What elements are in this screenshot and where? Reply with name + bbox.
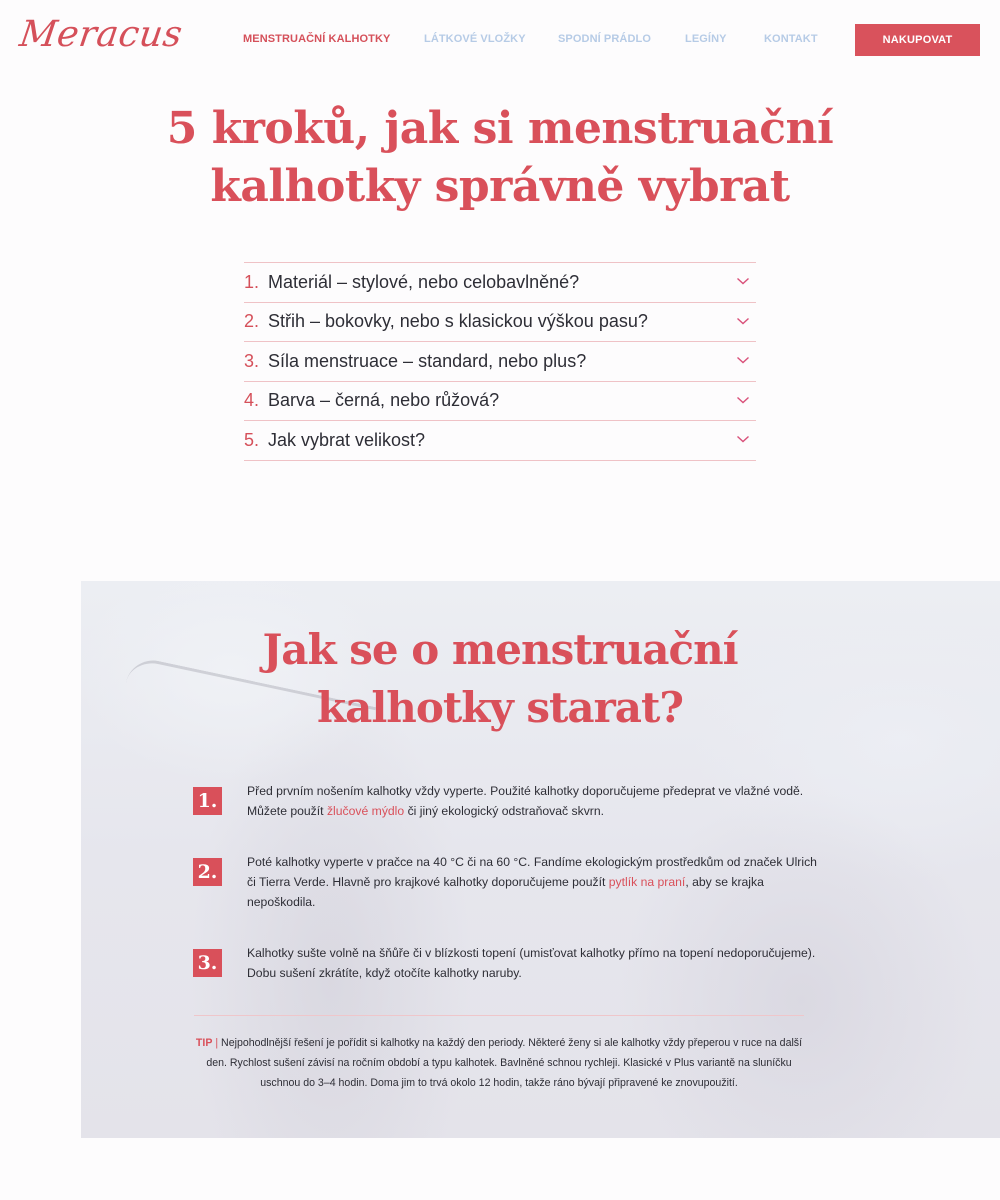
tip-label: TIP	[195, 1037, 213, 1049]
logo[interactable]: Meracus	[17, 14, 186, 55]
accordion-number: 5.	[244, 429, 260, 450]
accordion-number: 1.	[244, 271, 260, 292]
accordion-label: Materiál – stylové, nebo celobavlněné?	[268, 271, 580, 292]
accordion-number: 2.	[244, 311, 260, 332]
care-section	[81, 581, 1000, 1138]
nav-item-cloth-pads[interactable]: LÁTKOVÉ VLOŽKY	[424, 33, 526, 45]
divider	[194, 1015, 804, 1016]
step-text-part: či jiný ekologický odstraňovač skvrn.	[404, 804, 605, 818]
bile-soap-link[interactable]: žlučové mýdlo	[326, 804, 405, 818]
accordion-item-material[interactable]	[244, 263, 756, 303]
choose-accordion	[244, 262, 756, 461]
step-text-part: Před prvním nošením kalhotky vždy vyperte. Použité kalhotky doporučujeme předeprat ve vlažné vodě. Můžete použít	[247, 784, 804, 818]
care-title-line2: kalhotky starat?	[317, 683, 683, 732]
tip-body: Nejpohodlnější řešení je pořídit si kalhotky na každý den periody. Některé ženy si ale kalhotky vždy přeperou v ruce na další den. Rychlost sušení závisí na ročním období a typu kalhotek. Bavlněné schnou rychleji. Klasické v Plus variantě na sluníčku uschnou do 3–4 hodin. Doma jim to trvá okolo 12 hodin, takže ráno bývají připravené ke znovupoužití.	[206, 1037, 803, 1089]
accordion-label: Síla menstruace – standard, nebo plus?	[268, 350, 587, 371]
tip-separator: |	[212, 1037, 222, 1049]
step-number-badge: 2.	[193, 858, 222, 886]
step-number-badge: 1.	[193, 787, 222, 815]
choose-title-line2: kalhotky správně vybrat	[210, 161, 790, 212]
laundry-bag-link[interactable]: pytlík na praní	[608, 875, 686, 889]
step-text-part: Poté kalhotky vyperte v pračce na 40 °C či na 60 °C. Fandíme ekologickým prostředkům od značek Ulrich či Tierra Verde. Hlavně pro krajkové kalhotky doporučujeme použít	[247, 855, 817, 889]
accordion-number: 4.	[244, 390, 260, 411]
shop-button[interactable]: NAKUPOVAT	[855, 24, 980, 56]
step-text	[247, 852, 817, 912]
accordion-item-color[interactable]	[244, 382, 756, 422]
care-title-line1: Jak se o menstruační	[262, 625, 738, 674]
care-title	[81, 621, 919, 737]
accordion-label: Střih – bokovky, nebo s klasickou výškou pasu?	[268, 311, 648, 332]
accordion-label: Jak vybrat velikost?	[268, 429, 426, 450]
step-text-part: Kalhotky sušte volně na šňůře či v blízkosti topení (umisťovat kalhotky přímo na topení nedoporučujeme). Dobu sušení zkrátíte, když otočíte kalhotky naruby.	[247, 946, 816, 980]
accordion-item-cut[interactable]	[244, 303, 756, 343]
chevron-down-icon[interactable]	[736, 276, 750, 286]
site-header	[0, 0, 1000, 80]
step-number-badge: 3.	[193, 949, 222, 977]
chevron-down-icon[interactable]	[736, 316, 750, 326]
main-nav	[0, 33, 1000, 49]
accordion-label: Barva – černá, nebo růžová?	[268, 390, 500, 411]
nav-item-contact[interactable]: KONTAKT	[764, 33, 818, 45]
nav-item-leggings[interactable]: LEGÍNY	[685, 33, 727, 45]
step-text	[247, 943, 817, 983]
nav-item-menstrual-panties[interactable]: MENSTRUAČNÍ KALHOTKY	[243, 33, 391, 45]
accordion-number: 3.	[244, 350, 260, 371]
accordion-item-strength[interactable]	[244, 342, 756, 382]
step-text-part: , aby se krajka nepoškodila.	[247, 875, 764, 909]
accordion-item-size[interactable]	[244, 421, 756, 461]
nav-item-underwear[interactable]: SPODNÍ PRÁDLO	[558, 33, 651, 45]
chevron-down-icon[interactable]	[736, 395, 750, 405]
chevron-down-icon[interactable]	[736, 355, 750, 365]
tip-text	[186, 1033, 812, 1093]
choose-title-line1: 5 kroků, jak si menstruační	[166, 103, 834, 154]
chevron-down-icon[interactable]	[736, 434, 750, 444]
choose-title	[100, 100, 900, 216]
step-text	[247, 781, 817, 821]
